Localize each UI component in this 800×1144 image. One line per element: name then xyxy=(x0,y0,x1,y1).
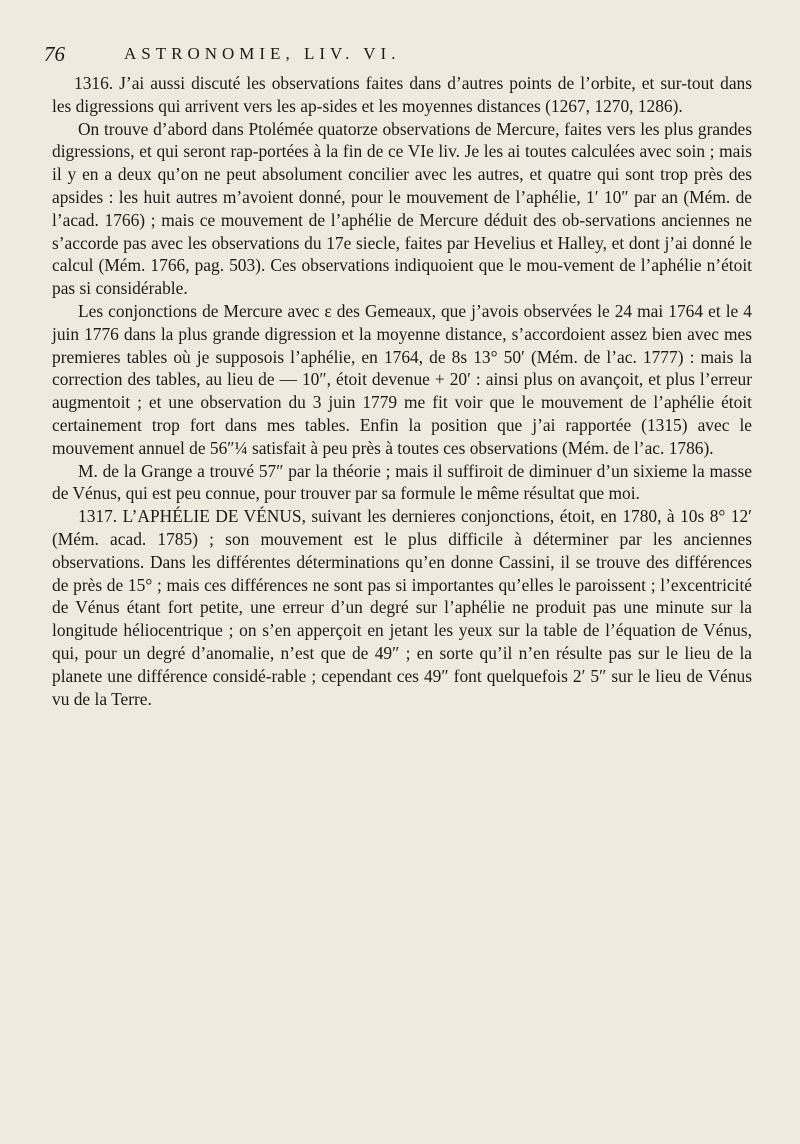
body-text xyxy=(52,72,752,710)
page-header xyxy=(44,42,754,74)
paragraph-mercury-conjunctions: Les conjonctions de Mercure avec ε des Gemeaux, que j’avois observées le 24 mai 1764 et le 4 juin 1776 dans la plus grande digression et la moyenne distance, s’accordoient assez bien avec mes premieres tables où je supposois l’aphélie, en 1764, de 8s 13° 50′ (Mém. de l’ac. 1777) : mais la correction des tables, au lieu de — 10″, étoit devenue + 20′ : ainsi plus on avançoit, et plus l’erreur augmentoit ; et une observation du 3 juin 1779 me fit voir que le mouvement de l’aphélie étoit certainement trop fort dans mes tables. Enfin la position que j’ai rapportée (1315) avec le mouvement annuel de 56″¼ satisfait à peu près à toutes ces observations (Mém. de l’ac. 1786). xyxy=(52,300,752,458)
paragraph-1317-venus-aphelion: 1317. L’APHÉLIE DE VÉNUS, suivant les dernieres conjonctions, étoit, en 1780, à 10s 8° 12′ (Mém. acad. 1785) ; son mouvement est le plus difficile à déterminer par les anciennes observations. Dans les différentes déterminations qu’en donne Cassini, il se trouve des différences de près de 15° ; mais ces différences ne sont pas si importantes qu’elles le paroissent ; l’excentricité de Vénus étant fort petite, une erreur d’un degré sur l’aphélie ne produit pas une minute sur la longitude héliocentrique ; on s’en apperçoit en jetant les yeux sur la table de l’équation de Vénus, qui, pour un degré d’anomalie, n’est que de 49″ ; en sorte qu’il n’en résulte pas sur le lieu de la planete une différence considé-rable ; cependant ces 49″ font quelquefois 2′ 5″ sur le lieu de Vénus vu de la Terre. xyxy=(52,506,752,709)
paragraph-mercury-observations: On trouve d’abord dans Ptolémée quatorze observations de Mercure, faites vers les plus grandes digressions, et qui seront rap-portées à la fin de ce VIe liv. Je les ai toutes calculées avec soin ; mais il y en a deux qu’on ne peut absolument concilier avec les autres, et quatre qui sont trop près des apsides : les huit autres m’avoient donné, pour le mouvement de l’aphélie, 1′ 10″ par an (Mém. de l’acad. 1766) ; mais ce mouvement de l’aphélie de Mercure déduit des ob-servations anciennes ne s’accorde pas avec les observations du 17e siecle, faites par Hevelius et Halley, et dont j’ai donné le calcul (Mém. 1766, pag. 503). Ces observations indiquoient que le mou-vement de l’aphélie n’étoit pas si considérable. xyxy=(52,118,752,299)
paragraph-1316: 1316. J’ai aussi discuté les observations faites dans d’autres points de l’orbite, et sur-tout dans les digressions qui arrivent vers les ap-sides et les moyennes distances (1267, 1270, 1286). xyxy=(52,73,752,116)
paragraph-la-grange: M. de la Grange a trouvé 57″ par la théorie ; mais il suffiroit de diminuer d’un sixieme la masse de Vénus, qui est peu connue, pour trouver par sa formule le même résultat que moi. xyxy=(52,460,752,504)
running-title: ASTRONOMIE, LIV. VI. xyxy=(124,44,401,63)
page-number: 76 xyxy=(44,42,65,66)
